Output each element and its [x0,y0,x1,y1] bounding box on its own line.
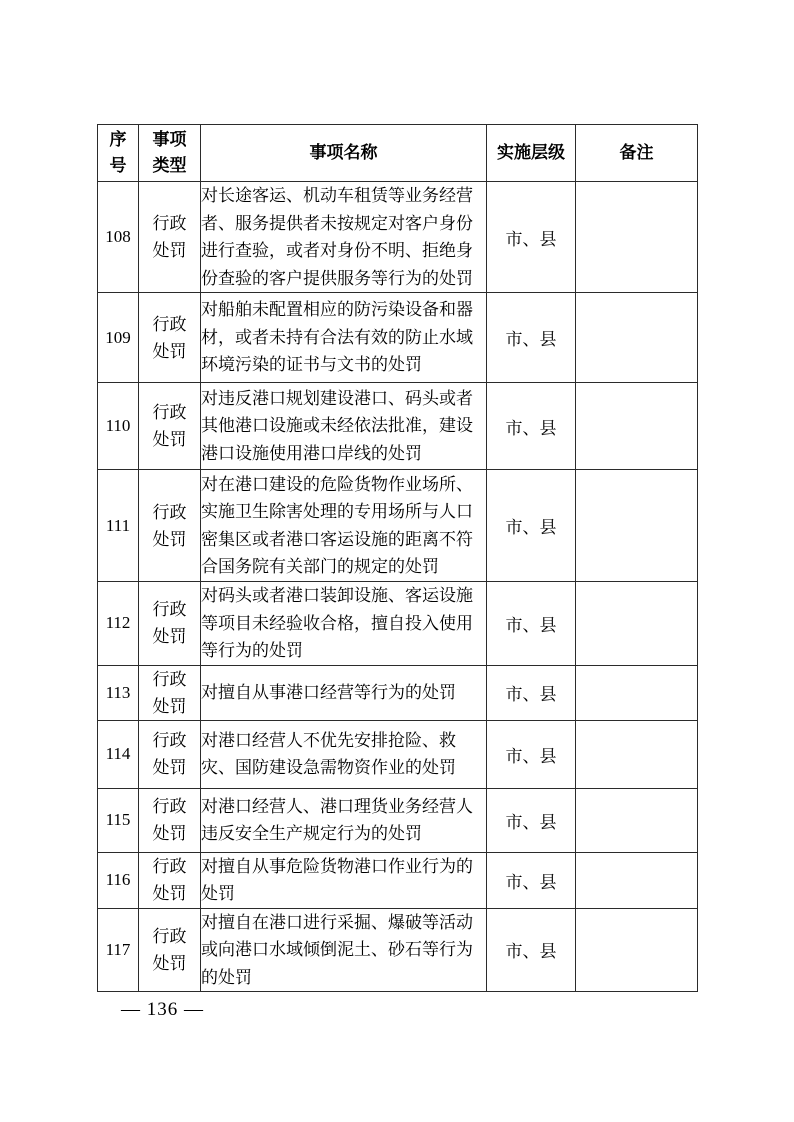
table-row [98,720,698,788]
table-row [98,908,698,992]
table-row [98,665,698,720]
item-type-label: 行政处罚 [152,669,187,716]
item-name-cell: 对违反港口规划建设港口、码头或者其他港口设施或未经依法批准，建设港口设施使用港口岸线的处罚 [201,383,487,470]
item-type-label: 行政处罚 [152,214,187,260]
serial-number-cell: 113 [98,665,139,720]
item-type-cell [139,582,201,666]
remarks-cell [576,852,698,908]
item-name-cell: 对码头或者港口装卸设施、客运设施等项目未经验收合格，擅自投入使用等行为的处罚 [201,582,487,666]
implementation-level-cell: 市、县 [487,582,576,666]
remarks-cell [576,383,698,470]
implementation-level-cell: 市、县 [487,852,576,908]
column-header-implementation-level [487,125,576,182]
table-row [98,182,698,293]
item-name-cell: 对长途客运、机动车租赁等业务经营者、服务提供者未按规定对客户身份进行查验，或者对身份不明、拒绝身份查验的客户提供服务等行为的处罚 [201,182,487,293]
column-header-remarks [576,125,698,182]
header-row [98,125,698,182]
item-type-label: 行政处罚 [152,403,187,449]
column-header-item-type-label: 事项类型 [152,130,187,175]
remarks-cell [576,720,698,788]
serial-number-cell: 117 [98,908,139,992]
implementation-level-cell: 市、县 [487,908,576,992]
column-header-remarks-label: 备注 [619,143,654,162]
serial-number-cell: 115 [98,788,139,852]
table-row [98,582,698,666]
item-name-cell: 对港口经营人、港口理货业务经营人违反安全生产规定行为的处罚 [201,788,487,852]
item-type-cell [139,665,201,720]
implementation-level-cell: 市、县 [487,788,576,852]
column-header-item-name [201,125,487,182]
item-type-cell [139,788,201,852]
column-header-implementation-level-label: 实施层级 [497,143,565,162]
column-header-item-name-label: 事项名称 [309,143,378,162]
item-name-cell: 对在港口建设的危险货物作业场所、实施卫生除害处理的专用场所与人口密集区或者港口客运设施的距离不符合国务院有关部门的规定的处罚 [201,470,487,582]
serial-number-cell: 112 [98,582,139,666]
implementation-level-cell: 市、县 [487,720,576,788]
item-type-label: 行政处罚 [152,926,187,973]
remarks-cell [576,908,698,992]
item-type-label: 行政处罚 [152,502,187,549]
table-row [98,383,698,470]
penalty-items-table [97,124,698,992]
remarks-cell [576,788,698,852]
item-name-cell: 对擅自在港口进行采掘、爆破等活动或向港口水域倾倒泥土、砂石等行为的处罚 [201,908,487,992]
implementation-level-cell: 市、县 [487,293,576,383]
item-type-label: 行政处罚 [152,797,187,843]
table-header [98,125,698,182]
item-type-cell [139,182,201,293]
remarks-cell [576,470,698,582]
column-header-serial-number [98,125,139,182]
remarks-cell [576,582,698,666]
item-type-label: 行政处罚 [152,731,187,777]
item-type-cell [139,908,201,992]
serial-number-cell: 114 [98,720,139,788]
item-type-cell [139,383,201,470]
serial-number-cell: 111 [98,470,139,582]
column-header-item-type [139,125,201,182]
remarks-cell [576,293,698,383]
implementation-level-cell: 市、县 [487,470,576,582]
item-name-cell: 对港口经营人不优先安排抢险、救灾、国防建设急需物资作业的处罚 [201,720,487,788]
item-type-label: 行政处罚 [152,314,187,361]
implementation-level-cell: 市、县 [487,383,576,470]
remarks-cell [576,665,698,720]
item-type-cell [139,852,201,908]
table-row [98,852,698,908]
item-type-cell [139,720,201,788]
item-type-label: 行政处罚 [152,600,187,647]
item-type-cell [139,470,201,582]
serial-number-cell: 109 [98,293,139,383]
item-name-cell: 对擅自从事港口经营等行为的处罚 [201,665,487,720]
item-name-cell: 对船舶未配置相应的防污染设备和器材，或者未持有合法有效的防止水域环境污染的证书与文书的处罚 [201,293,487,383]
serial-number-cell: 116 [98,852,139,908]
table-row [98,293,698,383]
item-type-cell [139,293,201,383]
column-header-serial-number-label: 序号 [109,130,127,175]
serial-number-cell: 108 [98,182,139,293]
table-body [98,182,698,992]
implementation-level-cell: 市、县 [487,665,576,720]
table-row [98,788,698,852]
implementation-level-cell: 市、县 [487,182,576,293]
page-number: — 136 — [121,999,204,1020]
serial-number-cell: 110 [98,383,139,470]
table-row [98,470,698,582]
item-name-cell: 对擅自从事危险货物港口作业行为的处罚 [201,852,487,908]
item-type-label: 行政处罚 [152,857,187,903]
remarks-cell [576,182,698,293]
